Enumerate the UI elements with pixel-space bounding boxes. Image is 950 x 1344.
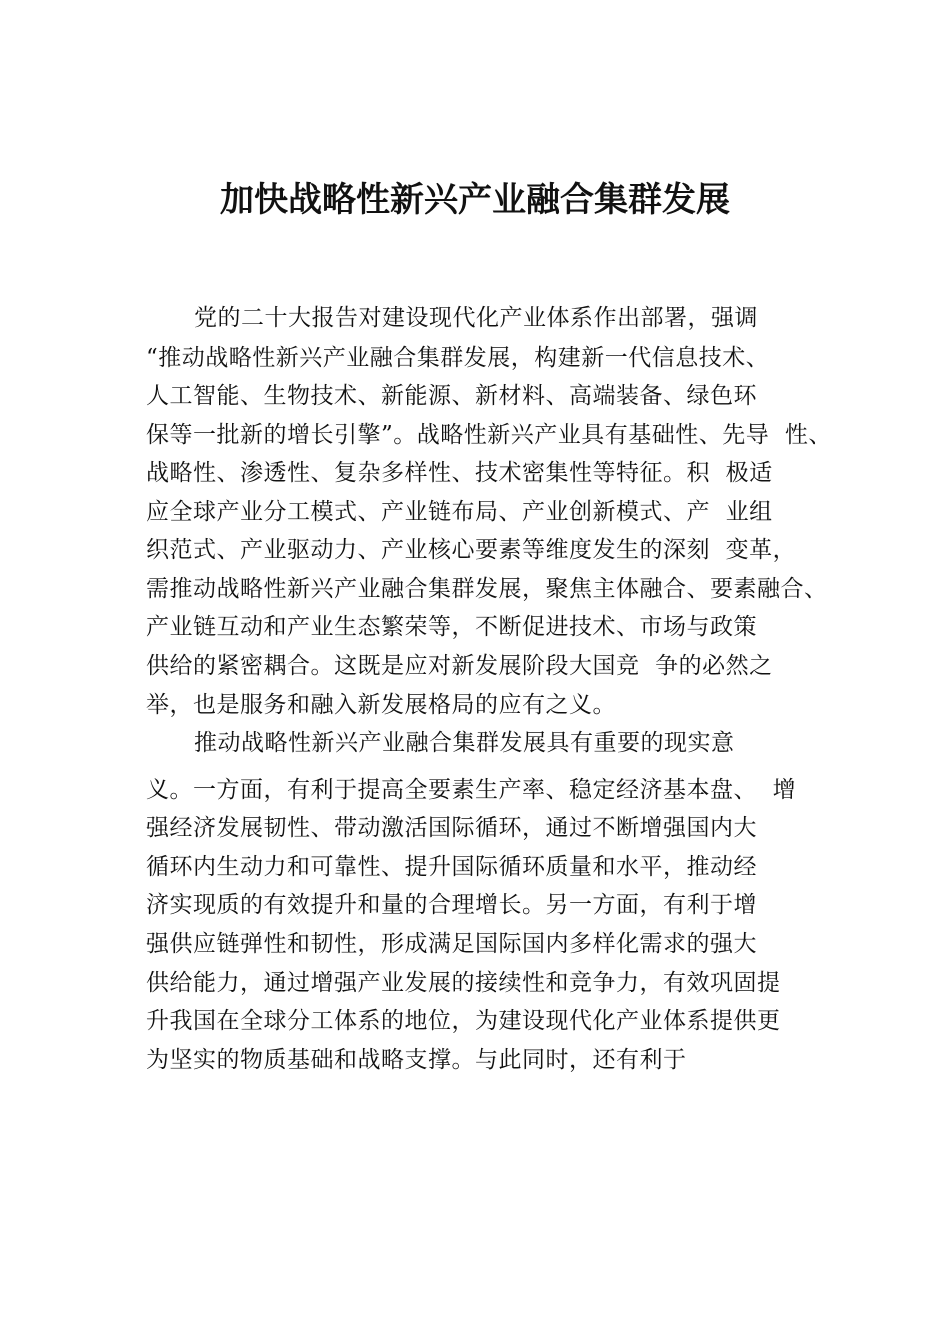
paragraph-1-line-11: 举，也是服务和融入新发展格局的应有之义。: [146, 692, 616, 718]
paragraph-1-line-6: 应全球产业分工模式、产业链布局、产业创新模式、产 业组: [146, 499, 773, 525]
paragraph-2-line-4: 循环内生动力和可靠性、提升国际循环质量和水平，推动经: [146, 854, 757, 880]
paragraph-1-line-5: 战略性、渗透性、复杂多样性、技术密集性等特征。积 极适: [146, 460, 773, 486]
paragraph-1-line-1: 党的二十大报告对建设现代化产业体系作出部署，强调: [194, 305, 758, 331]
paragraph-2-line-3: 强经济发展韧性、带动激活国际循环，通过不断增强国内大: [146, 815, 757, 841]
paragraph-2-line-2: 义。一方面，有利于提高全要素生产率、稳定经济基本盘、 增: [146, 777, 797, 803]
paragraph-1-line-8: 需推动战略性新兴产业融合集群发展，聚焦主体融合、要素融合、: [146, 576, 828, 602]
paragraph-2-line-5: 济实现质的有效提升和量的合理增长。另一方面，有利于增: [146, 892, 757, 918]
paragraph-2-line-1: 推动战略性新兴产业融合集群发展具有重要的现实意: [194, 730, 735, 756]
document-title: 加快战略性新兴产业融合集群发展: [220, 180, 730, 220]
paragraph-1-line-2: “推动战略性新兴产业融合集群发展，构建新一代信息技术、: [146, 345, 770, 371]
paragraph-2-line-8: 升我国在全球分工体系的地位，为建设现代化产业体系提供更: [146, 1008, 781, 1034]
paragraph-2-line-6: 强供应链弹性和韧性，形成满足国际国内多样化需求的强大: [146, 931, 757, 957]
paragraph-2-line-9: 为坚实的物质基础和战略支撑。与此同时，还有利于: [146, 1047, 687, 1073]
paragraph-1-line-9: 产业链互动和产业生态繁荣等，不断促进技术、市场与政策: [146, 614, 757, 640]
paragraph-1-line-3: 人工智能、生物技术、新能源、新材料、高端装备、绿色环: [146, 383, 757, 409]
paragraph-1-line-4: 保等一批新的增长引擎”。战略性新兴产业具有基础性、先导 性、: [146, 422, 832, 448]
paragraph-2-line-7: 供给能力，通过增强产业发展的接续性和竞争力，有效巩固提: [146, 970, 781, 996]
paragraph-1-line-10: 供给的紧密耦合。这既是应对新发展阶段大国竞 争的必然之: [146, 653, 773, 679]
paragraph-1-line-7: 织范式、产业驱动力、产业核心要素等维度发生的深刻 变革，: [146, 537, 797, 563]
